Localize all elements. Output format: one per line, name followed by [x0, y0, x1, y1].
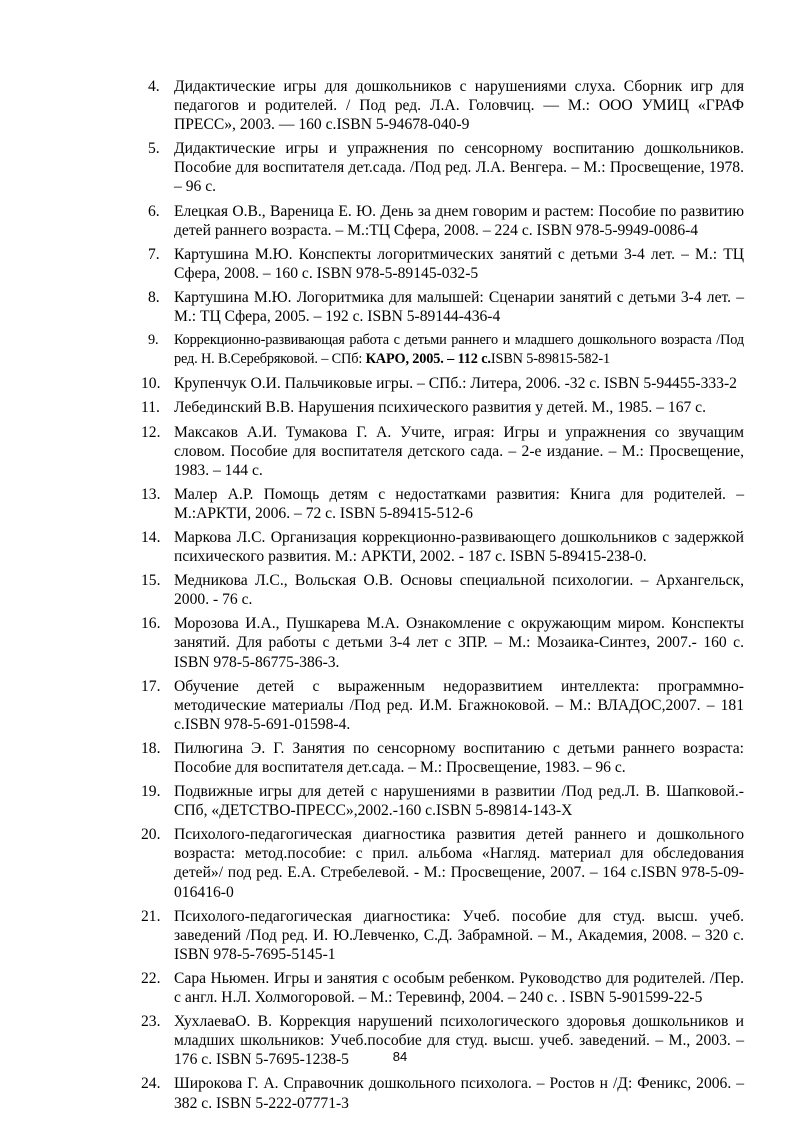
- reference-number: 9.: [148, 332, 159, 349]
- reference-text: Морозова И.А., Пушкарева М.А. Ознакомление с окружающим миром. Конспекты занятий. Для работы с детьми 3-4 лет с ЗПР. – М.: Мозаика-Синтез, 2007.- 160 с. ISBN 978-5-86775-386-3.: [174, 615, 744, 671]
- reference-item: [148, 331, 744, 369]
- reference-item: [148, 139, 744, 196]
- reference-number: 7.: [148, 245, 160, 263]
- reference-number: 20.: [141, 826, 161, 844]
- reference-number: 6.: [148, 202, 160, 220]
- reference-text: Лебединский В.В. Нарушения психического развития у детей. М., 1985. – 167 с.: [174, 399, 707, 417]
- reference-item: [148, 245, 744, 283]
- reference-text: Елецкая О.В., Вареница Е. Ю. День за днем говорим и растем: Пособие по развитию детей раннего возраста. – М.:ТЦ Сфера, 2008. – 224 с. ISBN 978-5-9949-0086-4: [174, 202, 744, 239]
- reference-text: Подвижные игры для детей с нарушениями в развитии /Под ред.Л. В. Шапковой.- СПб, «ДЕТСТВО-ПРЕСС»,2002.-160 с.ISBN 5-89814-143-X: [174, 783, 744, 820]
- reference-number: 18.: [141, 739, 161, 757]
- reference-item: [141, 739, 744, 777]
- reference-item: [141, 907, 744, 964]
- reference-text: Картушина М.Ю. Логоритмика для малышей: Сценарии занятий с детьми 3-4 лет. – М.: ТЦ Сфера, 2005. – 192 с. ISBN 5-89144-436-4: [174, 288, 744, 326]
- reference-number: 5.: [148, 140, 160, 158]
- reference-item: [141, 571, 744, 609]
- reference-text: Психолого-педагогическая диагностика развития детей раннего и дошкольного возраста: метод.пособие: с прил. альбома «Нагляд. материал для обследования детей»/ под ред. Е.А. Стребелевой. - М.: Просвещение, 2007. – 164 с.ISBN 978-5-09-016416-0: [174, 826, 744, 901]
- reference-number: 12.: [141, 423, 161, 441]
- reference-item: [141, 782, 744, 820]
- reference-item: [141, 485, 744, 523]
- reference-text: Широкова Г. А. Справочник дошкольного психолога. – Ростов н /Д: Феникс, 2006. – 382 с. ISBN 5-222-07771-3: [174, 1075, 744, 1112]
- reference-item: [148, 288, 744, 326]
- reference-item: [141, 614, 744, 671]
- reference-text: Максаков А.И. Тумакова Г. А. Учите, играя: Игры и упражнения со звучащим словом. Пособие для воспитателя детского сада. – 2-е издание. – М.: Просвещение, 1983. – 144 с.: [174, 423, 744, 479]
- reference-item: [141, 374, 744, 393]
- reference-text: Коррекционно-развивающая работа с детьми раннего и младшего дошкольного возраста /Под ред. Н. В.Серебряковой. – СПб:: [174, 332, 744, 368]
- reference-number: 8.: [148, 288, 160, 306]
- reference-number: 22.: [141, 969, 161, 987]
- reference-text: Маркова Л.С. Организация коррекционно-развивающего дошкольников с задержкой психического развития. М.: АРКТИ, 2002. - 187 с. ISBN 5-89415-238-0.: [174, 528, 744, 566]
- reference-item: [148, 202, 744, 240]
- reference-number: 21.: [141, 907, 161, 925]
- reference-item: [148, 77, 744, 134]
- reference-item: [141, 825, 744, 901]
- reference-item: [141, 398, 744, 417]
- reference-item: [141, 528, 744, 566]
- bibliography-list: [141, 77, 744, 1118]
- reference-text: Медникова Л.С., Вольская О.В. Основы специальной психологии. – Архангельск, 2000. - 76 с.: [174, 572, 744, 609]
- reference-text: Пилюгина Э. Г. Занятия по сенсорному воспитанию с детьми раннего возраста: Пособие для воспитателя дет.сада. – М.: Просвещение, 1983. – 96 с.: [174, 739, 744, 776]
- reference-number: 14.: [141, 528, 161, 546]
- reference-number: 19.: [141, 783, 161, 801]
- reference-text: Психолого-педагогическая диагностика: Учеб. пособие для студ. высш. учеб. заведений /Под ред. И. Ю.Левченко, С.Д. Забрамной. – М., Академия, 2008. – 320 с. ISBN 978-5-7695-5145-1: [174, 907, 744, 963]
- reference-item: [141, 1074, 744, 1112]
- reference-text: Обучение детей с выраженным недоразвитием интеллекта: программно-методические материалы /Под ред. И.М. Бгажноковой. – М.: ВЛАДОС,2007. – 181 с.ISBN 978-5-691-01598-4.: [174, 677, 744, 733]
- reference-number: 23.: [141, 1013, 161, 1031]
- reference-text: Крупенчук О.И. Пальчиковые игры. – СПб.: Литера, 2006. -32 с. ISBN 5-94455-333-2: [174, 375, 737, 393]
- reference-text-bold: КАРО, 2005. – 112 с.: [365, 351, 491, 368]
- reference-text: Сара Ньюмен. Игры и занятия с особым ребенком. Руководство для родителей. /Пер. с англ. Н.Л. Холмогоровой. – М.: Теревинф, 2004. – 240 с. . ISBN 5-901599-22-5: [174, 969, 744, 1007]
- reference-number: 24.: [141, 1075, 161, 1093]
- reference-item: [141, 423, 744, 480]
- reference-number: 11.: [141, 399, 160, 417]
- reference-number: 10.: [141, 375, 161, 393]
- reference-number: 13.: [141, 485, 161, 503]
- reference-item: [141, 677, 744, 734]
- reference-text: ХухлаеваО. В. Коррекция нарушений психологического здоровья дошкольников и младших школьников: Учеб.пособие для студ. высш. учеб. заведений. – М., 2003. – 176 с. ISBN 5-7695-1238-5: [174, 1013, 744, 1069]
- reference-text: Дидактические игры и упражнения по сенсорному воспитанию дошкольников. Пособие для воспитателя дет.сада. /Под ред. Л.А. Венгера. – М.: Просвещение, 1978. – 96 с.: [174, 140, 744, 196]
- reference-text-isbn: ISBN 5-89815-582-1: [490, 351, 611, 368]
- reference-text: Дидактические игры для дошкольников с нарушениями слуха. Сборник игр для педагогов и родителей. / Под ред. Л.А. Головчиц. — М.: ООО УМИЦ «ГРАФ ПРЕСС», 2003. — 160 с.ISBN 5-94678-040-9: [174, 78, 744, 134]
- reference-number: 15.: [141, 572, 161, 590]
- reference-number: 17.: [141, 677, 161, 695]
- reference-item: [141, 969, 744, 1007]
- reference-number: 4.: [148, 78, 160, 95]
- reference-text: Малер А.Р. Помощь детям с недостатками развития: Книга для родителей. – М.:АРКТИ, 2006. – 72 с. ISBN 5-89415-512-6: [174, 485, 744, 522]
- page-number: 84: [392, 1049, 408, 1064]
- reference-text: Картушина М.Ю. Конспекты логоритмических занятий с детьми 3-4 лет. – М.: ТЦ Сфера, 2008. – 160 с. ISBN 978-5-89145-032-5: [174, 245, 744, 282]
- reference-number: 16.: [141, 615, 161, 633]
